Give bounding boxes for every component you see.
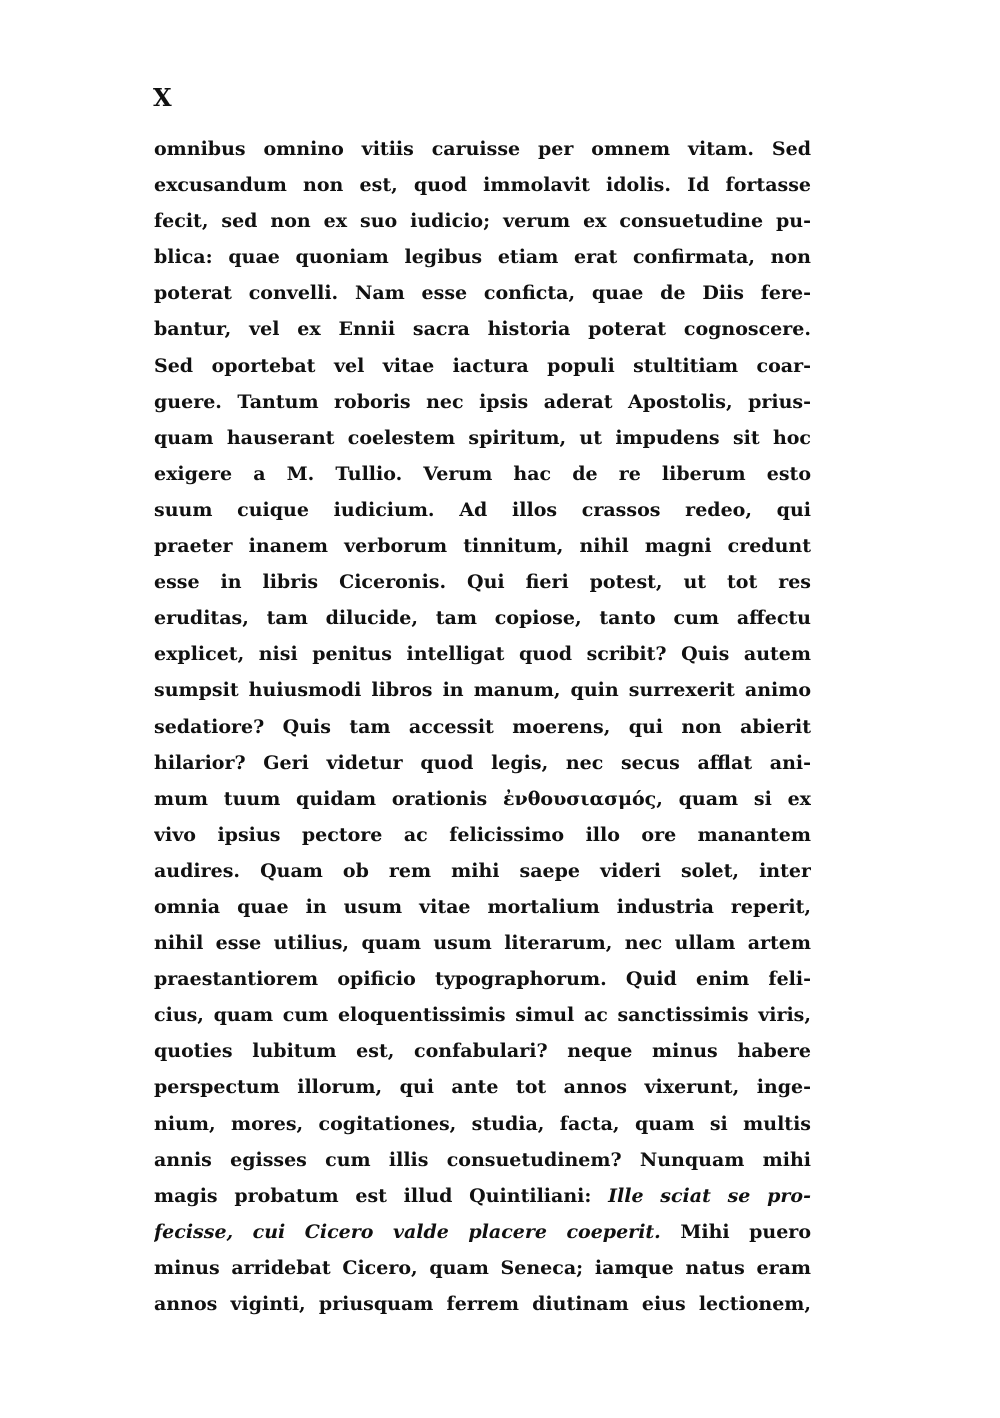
text-line: Sed oportebat vel vitae iactura populi stultitiam coar-	[154, 354, 811, 377]
text-line-with-quotation	[154, 1214, 811, 1250]
text-line: blica: quae quoniam legibus etiam erat confirmata, non	[154, 246, 811, 269]
text-segment: Mihi puero	[680, 1220, 811, 1243]
text-line: explicet, nisi penitus intelligat quod scribit? Quis autem	[154, 643, 811, 666]
text-line: audires. Quam ob rem mihi saepe videri solet, inter	[154, 859, 811, 882]
text-line: omnia quae in usum vitae mortalium industria reperit,	[154, 895, 811, 918]
text-line: annis egisses cum illis consuetudinem? Nunquam mihi	[154, 1148, 811, 1171]
text-line: vivo ipsius pectore ac felicissimo illo ore manantem	[154, 823, 811, 846]
text-line: nihil esse utilius, quam usum literarum, nec ullam artem	[154, 932, 811, 955]
text-line: quam hauserant coelestem spiritum, ut impudens sit hoc	[154, 426, 811, 449]
text-line-with-quotation	[154, 1178, 811, 1214]
text-line: minus arridebat Cicero, quam Seneca; iamque natus eram	[154, 1256, 811, 1279]
text-line: suum cuique iudicium. Ad illos crassos redeo, qui	[154, 498, 811, 521]
text-segment: magis probatum est illud Quintiliani:	[154, 1184, 592, 1207]
italic-quotation: fecisse, cui Cicero valde placere coeperit.	[154, 1220, 661, 1243]
text-line: excusandum non est, quod immolavit idolis. Id fortasse	[154, 174, 811, 197]
text-line: sumpsit huiusmodi libros in manum, quin surrexerit animo	[154, 679, 811, 702]
text-line: exigere a M. Tullio. Verum hac de re liberum esto	[154, 462, 811, 485]
text-line: hilarior? Geri videtur quod legis, nec secus afflat ani-	[154, 751, 811, 774]
text-line: mum tuum quidam orationis ἐνθουσιασμός, quam si ex	[154, 787, 811, 810]
text-line: nium, mores, cogitationes, studia, facta, quam si multis	[154, 1112, 811, 1135]
text-line: omnibus omnino vitiis caruisse per omnem vitam. Sed	[154, 138, 811, 160]
page-number: X	[153, 83, 172, 112]
text-line: annos viginti, priusquam ferrem diutinam eius lectionem,	[154, 1293, 811, 1315]
text-line: bantur, vel ex Ennii sacra historia poterat cognoscere.	[154, 318, 811, 341]
italic-quotation: Ille sciat se pro-	[608, 1184, 811, 1207]
text-line: praestantiorem opificio typographorum. Quid enim feli-	[154, 968, 811, 991]
text-line: quoties lubitum est, confabulari? neque minus habere	[154, 1040, 811, 1063]
text-line: sedatiore? Quis tam accessit moerens, qui non abierit	[154, 715, 811, 738]
text-line: eruditas, tam dilucide, tam copiose, tanto cum affectu	[154, 607, 811, 630]
text-line: guere. Tantum roboris nec ipsis aderat Apostolis, prius-	[154, 390, 811, 413]
text-line: praeter inanem verborum tinnitum, nihil magni credunt	[154, 535, 811, 558]
text-line: esse in libris Ciceronis. Qui fieri potest, ut tot res	[154, 571, 811, 594]
text-line: poterat convelli. Nam esse conficta, quae de Diis fere-	[154, 282, 811, 305]
body-text	[154, 131, 811, 1322]
text-line: cius, quam cum eloquentissimis simul ac sanctissimis viris,	[154, 1004, 811, 1027]
text-line: perspectum illorum, qui ante tot annos vixerunt, inge-	[154, 1076, 811, 1099]
text-line: fecit, sed non ex suo iudicio; verum ex consuetudine pu-	[154, 210, 811, 233]
